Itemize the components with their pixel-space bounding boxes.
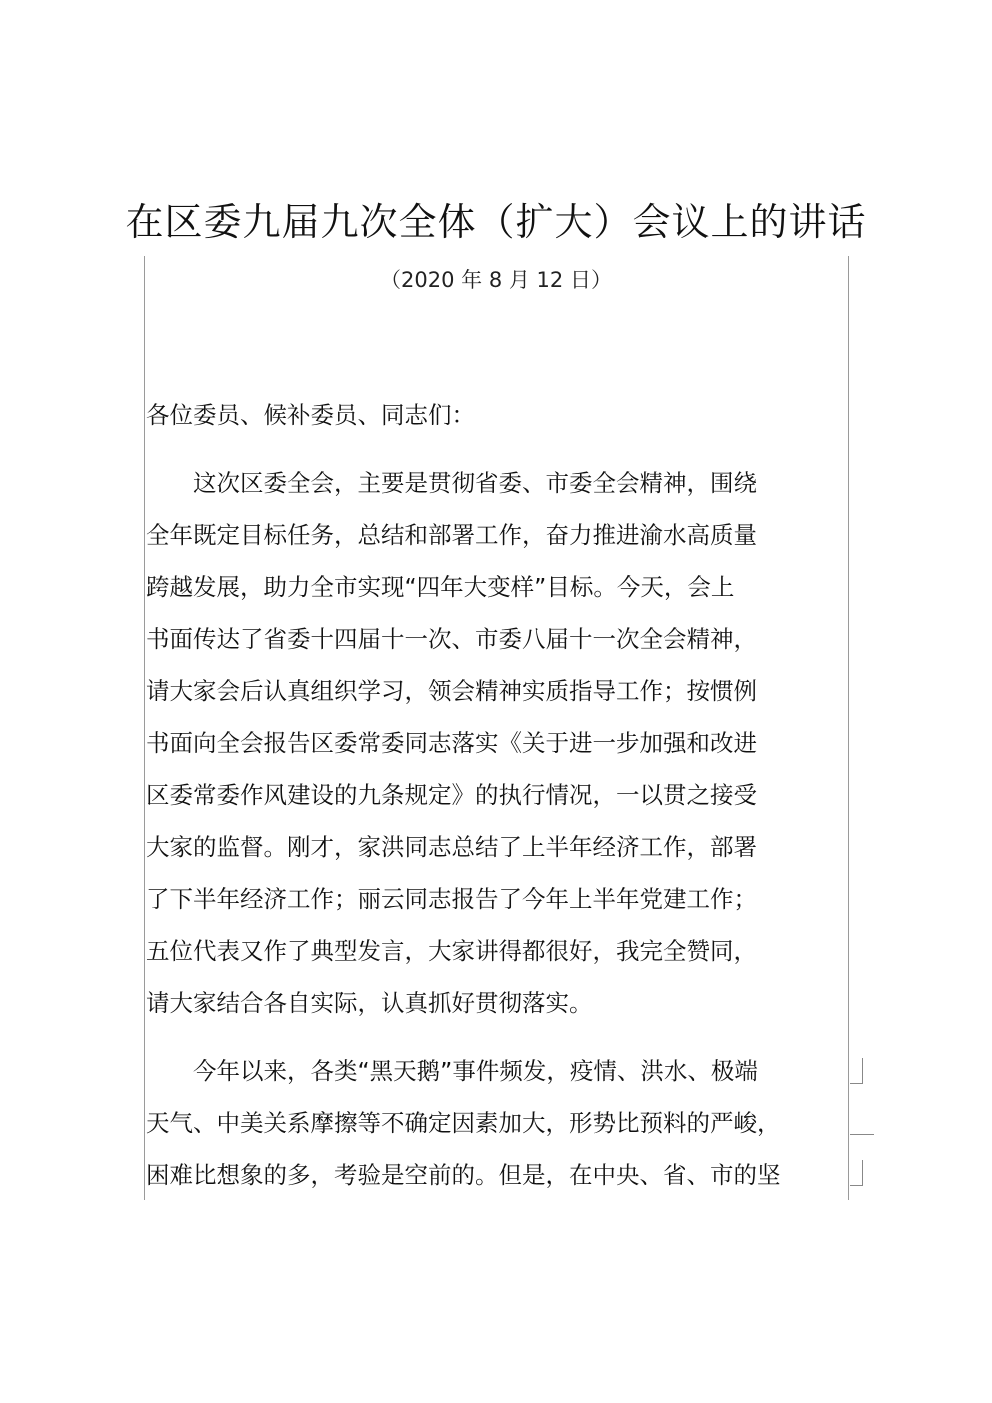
paragraph-2: [146, 1045, 850, 1201]
paragraph-line: 这次区委全会，主要是贯彻省委、市委全会精神，围绕: [146, 469, 757, 497]
salutation-line: 各位委员、候补委员、同志们：: [146, 401, 475, 429]
crop-mark: [850, 1134, 874, 1135]
paragraph-line: 大家的监督。刚才，家洪同志总结了上半年经济工作，部署: [146, 833, 757, 861]
crop-mark: [862, 1160, 863, 1186]
crop-mark: [862, 1058, 863, 1084]
paragraph-line: 请大家结合各自实际，认真抓好贯彻落实。: [146, 989, 593, 1017]
paragraph-line: 跨越发展，助力全市实现“四年大变样”目标。今天，会上: [146, 573, 735, 601]
document-date: （2020 年 8 月 12 日）: [380, 268, 612, 292]
paragraph-line: 五位代表又作了典型发言，大家讲得都很好，我完全赞同，: [146, 937, 757, 965]
paragraph-line: 全年既定目标任务，总结和部署工作，奋力推进渝水高质量: [146, 521, 757, 549]
crop-mark: [850, 1083, 863, 1084]
paragraph-line: 书面传达了省委十四届十一次、市委八届十一次全会精神，: [146, 625, 757, 653]
paragraph-line: 天气、中美关系摩擦等不确定因素加大，形势比预料的严峻，: [146, 1109, 781, 1137]
paragraph-line: 今年以来，各类“黑天鹅”事件频发，疫情、洪水、极端: [146, 1057, 758, 1085]
document-title: 在区委九届九次全体（扩大）会议上的讲话: [125, 200, 867, 244]
paragraph-line: 请大家会后认真组织学习，领会精神实质指导工作；按惯例: [146, 677, 757, 705]
paragraph-line: 书面向全会报告区委常委同志落实《关于进一步加强和改进: [146, 729, 757, 757]
paragraph-line: 困难比想象的多，考验是空前的。但是，在中央、省、市的坚: [146, 1161, 781, 1189]
paragraph-1: [146, 457, 850, 1029]
paragraph-line: 了下半年经济工作；丽云同志报告了今年上半年党建工作；: [146, 885, 757, 913]
salutation: [146, 389, 850, 441]
crop-mark: [850, 1185, 863, 1186]
paragraph-line: 区委常委作风建设的九条规定》的执行情况，一以贯之接受: [146, 781, 757, 809]
left-margin-line: [144, 256, 145, 1200]
